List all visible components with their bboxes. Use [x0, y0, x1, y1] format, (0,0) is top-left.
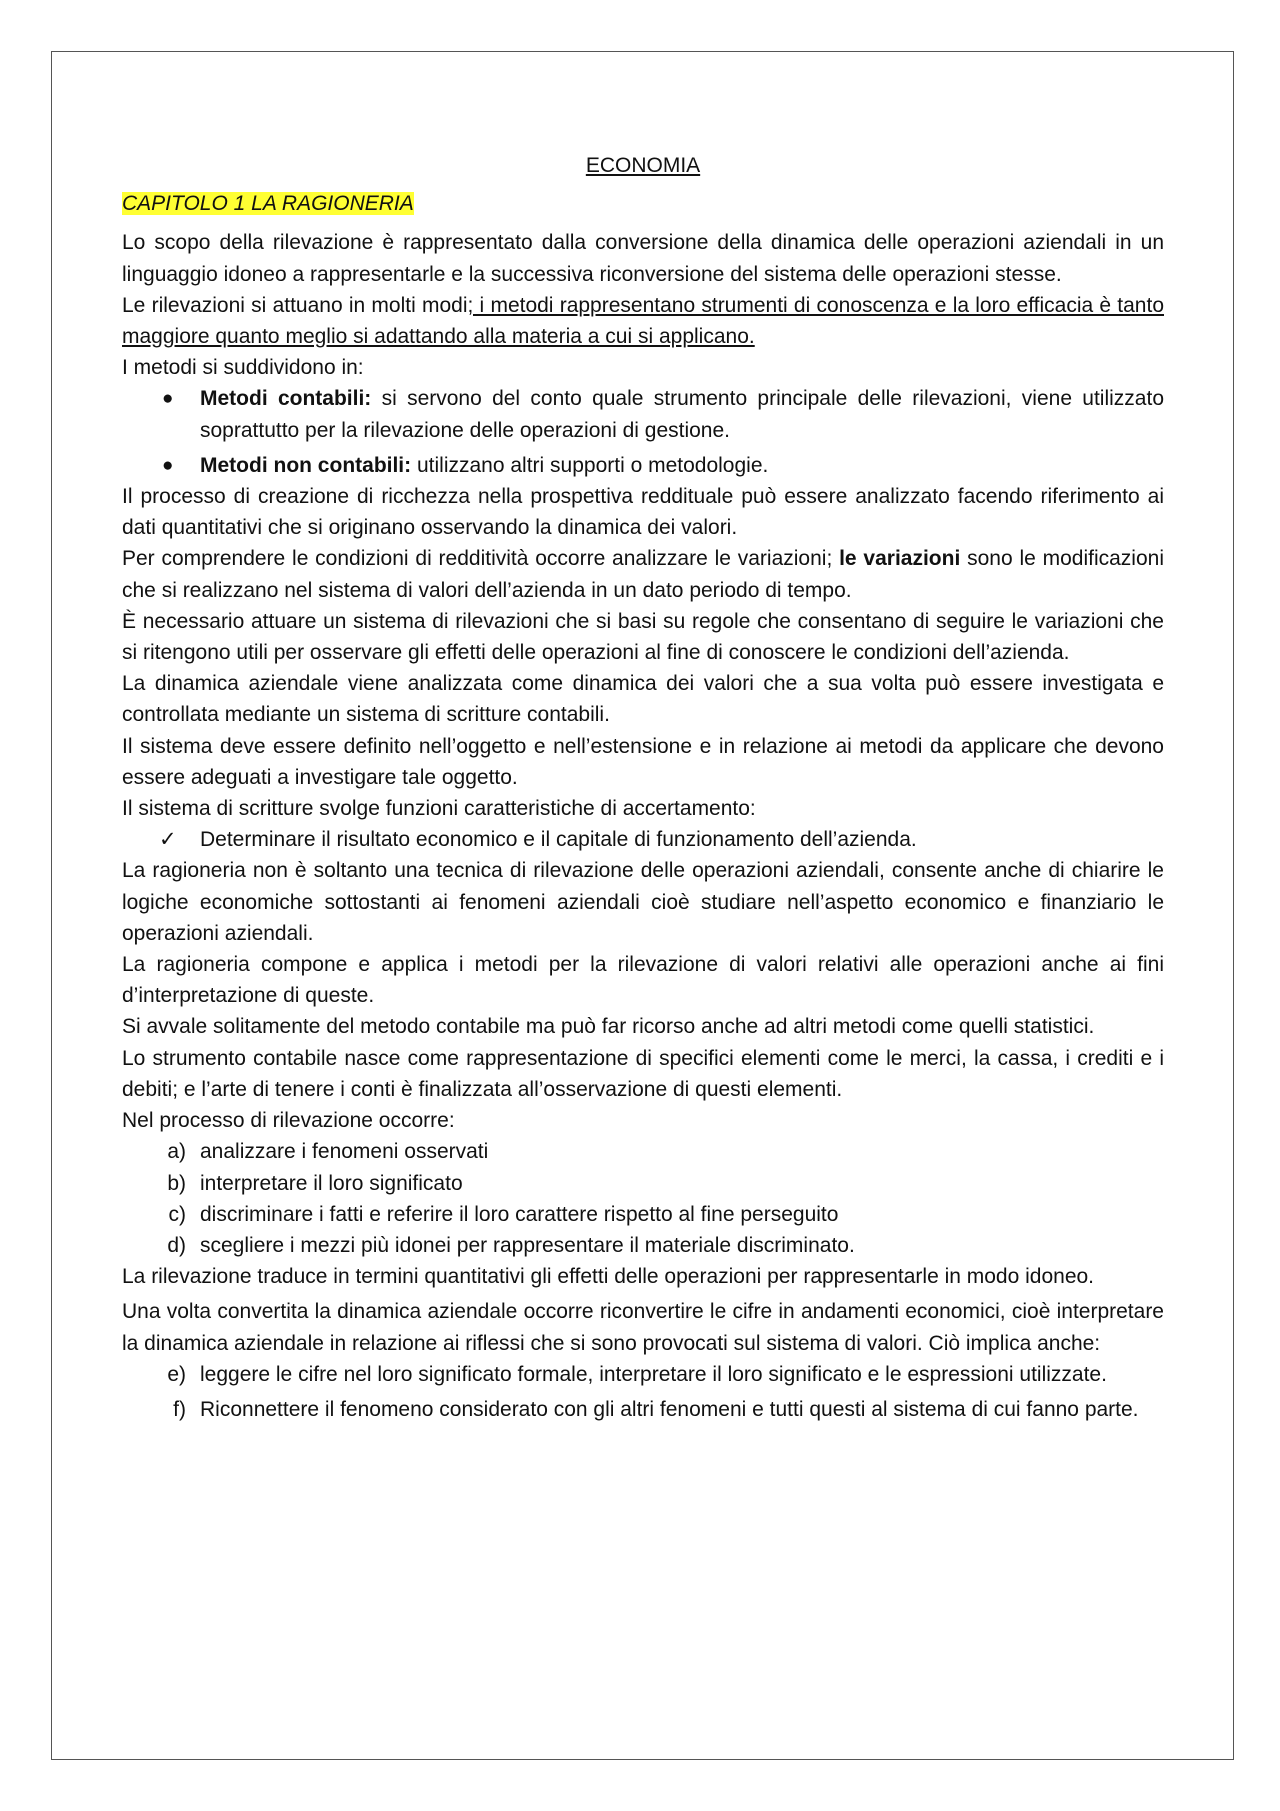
list-label: d) — [167, 1233, 186, 1257]
list-item — [122, 383, 1164, 445]
underlined-text: ; i metodi rappresentano strumenti di conoscenza e la loro efficacia è tanto maggiore quanto meglio si adattando alla materia a cui si applicano. — [122, 293, 1164, 349]
paragraph-ragioneria: La ragioneria non è soltanto una tecnica di rilevazione delle operazioni aziendali, consente anche di chiarire le logiche economiche sottostanti ai fenomeni aziendali cioè studiare nell’aspetto economico e finanziario le operazioni aziendali. — [122, 859, 1164, 945]
lettered-list-2 — [122, 1359, 1164, 1425]
list-item — [122, 824, 1164, 855]
term-description: si servono del conto quale strumento principale delle rilevazioni, viene utilizzato soprattutto per la rilevazione delle operazioni di gestione. — [200, 387, 1164, 442]
paragraph-functions: Il sistema di scritture svolge funzioni caratteristiche di accertamento: — [122, 797, 756, 821]
list-item — [122, 1394, 1164, 1425]
paragraph-reconversion: Una volta convertita la dinamica aziendale occorre riconvertire le cifre in andamenti economici, cioè interpretare la dinamica aziendale in relazione ai riflessi che si sono provocati sul sistema di valori. Ciò implica anche: — [122, 1300, 1164, 1355]
list-item-text: interpretare il loro significato — [200, 1171, 463, 1195]
bullet-icon: ● — [162, 454, 174, 476]
document-body — [122, 150, 1164, 1425]
term-bold: Metodi non contabili: — [200, 453, 412, 477]
bold-term: le variazioni — [839, 547, 961, 571]
check-list — [122, 824, 1164, 855]
paragraph-process: Nel processo di rilevazione occorre: — [122, 1109, 455, 1133]
list-item — [122, 1359, 1164, 1390]
chapter-heading — [122, 188, 1164, 219]
paragraph-wealth: Il processo di creazione di ricchezza nella prospettiva reddituale può essere analizzato facendo riferimento ai dati quantitativi che si originano osservando la dinamica dei valori. — [122, 485, 1164, 540]
list-item-text: discriminare i fatti e referire il loro carattere rispetto al fine perseguito — [200, 1202, 839, 1226]
paragraph-methods-split: I metodi si suddividono in: — [122, 356, 364, 380]
list-label: e) — [167, 1362, 186, 1386]
list-item-text: Determinare il risultato economico e il capitale di funzionamento dell’azienda. — [200, 828, 917, 852]
list-label: a) — [167, 1140, 186, 1164]
bullet-icon: ● — [162, 388, 174, 410]
text-run: Le rilevazioni si attuano in molti modi — [122, 293, 468, 317]
list-label: f) — [173, 1397, 186, 1421]
paragraph-system: È necessario attuare un sistema di rilevazioni che si basi su regole che consentano di seguire le variazioni che si ritengono utili per osservare gli effetti delle operazioni al fine di conoscere le condizioni dell’azienda. — [122, 609, 1164, 665]
list-item-text: scegliere i mezzi più idonei per rappresentare il materiale discriminato. — [200, 1233, 855, 1257]
list-item — [122, 450, 1164, 481]
list-item-text: Riconnettere il fenomeno considerato con gli altri fenomeni e tutti questi al sistema di cui fanno parte. — [200, 1397, 1139, 1421]
paragraph-quantitative: La rilevazione traduce in termini quantitativi gli effetti delle operazioni per rappresentarle in modo idoneo. — [122, 1265, 1095, 1289]
lettered-list — [122, 1136, 1164, 1261]
paragraph-compose: La ragioneria compone e applica i metodi per la rilevazione di valori relativi alle operazioni anche ai fini d’interpretazione di queste. — [122, 953, 1164, 1008]
checkmark-icon: ✓ — [159, 828, 177, 852]
paragraph-methods-intro — [122, 290, 1164, 352]
text-run: Per comprendere le condizioni di redditività occorre analizzare le variazioni; — [122, 547, 840, 571]
list-label: b) — [167, 1171, 186, 1195]
paragraph-definition: Il sistema deve essere definito nell’oggetto e nell’estensione e in relazione ai metodi da applicare che devono essere adeguati a investigare tale oggetto. — [122, 734, 1164, 789]
text-run: sono le modificazioni che si realizzano nel sistema di valori dell’azienda in un dato periodo di tempo. — [122, 547, 1164, 602]
paragraph-dynamics: La dinamica aziendale viene analizzata come dinamica dei valori che a sua volta può essere investigata e controllata mediante un sistema di scritture contabili. — [122, 672, 1164, 727]
list-label: c) — [168, 1202, 186, 1226]
paragraph-variations — [122, 543, 1164, 605]
paragraph-instrument: Lo strumento contabile nasce come rappresentazione di specifici elementi come le merci, la cassa, i crediti e i debiti; e l’arte di tenere i conti è finalizzata all’osservazione di questi elementi. — [122, 1046, 1164, 1101]
list-item-text: analizzare i fenomeni osservati — [200, 1140, 489, 1164]
paragraph-statistics: Si avvale solitamente del metodo contabile ma può far ricorso anche ad altri metodi come quelli statistici. — [122, 1015, 1095, 1039]
list-item — [122, 1168, 1164, 1199]
list-item-text: leggere le cifre nel loro significato formale, interpretare il loro significato e le espressioni utilizzate. — [200, 1362, 1107, 1386]
paragraph-scope: Lo scopo della rilevazione è rappresentato dalla conversione della dinamica delle operazioni aziendali in un linguaggio idoneo a rappresentarle e la successiva riconversione del sistema delle operazioni stesse. — [122, 231, 1164, 286]
bullet-list — [122, 383, 1164, 481]
document-title: ECONOMIA — [585, 154, 701, 177]
list-item — [122, 1136, 1164, 1167]
term-bold: Metodi contabili: — [200, 387, 372, 411]
term-description: utilizzano altri supporti o metodologie. — [411, 453, 769, 477]
chapter-highlight: CAPITOLO 1 LA RAGIONERIA — [122, 192, 414, 216]
list-item — [122, 1199, 1164, 1230]
list-item — [122, 1230, 1164, 1261]
